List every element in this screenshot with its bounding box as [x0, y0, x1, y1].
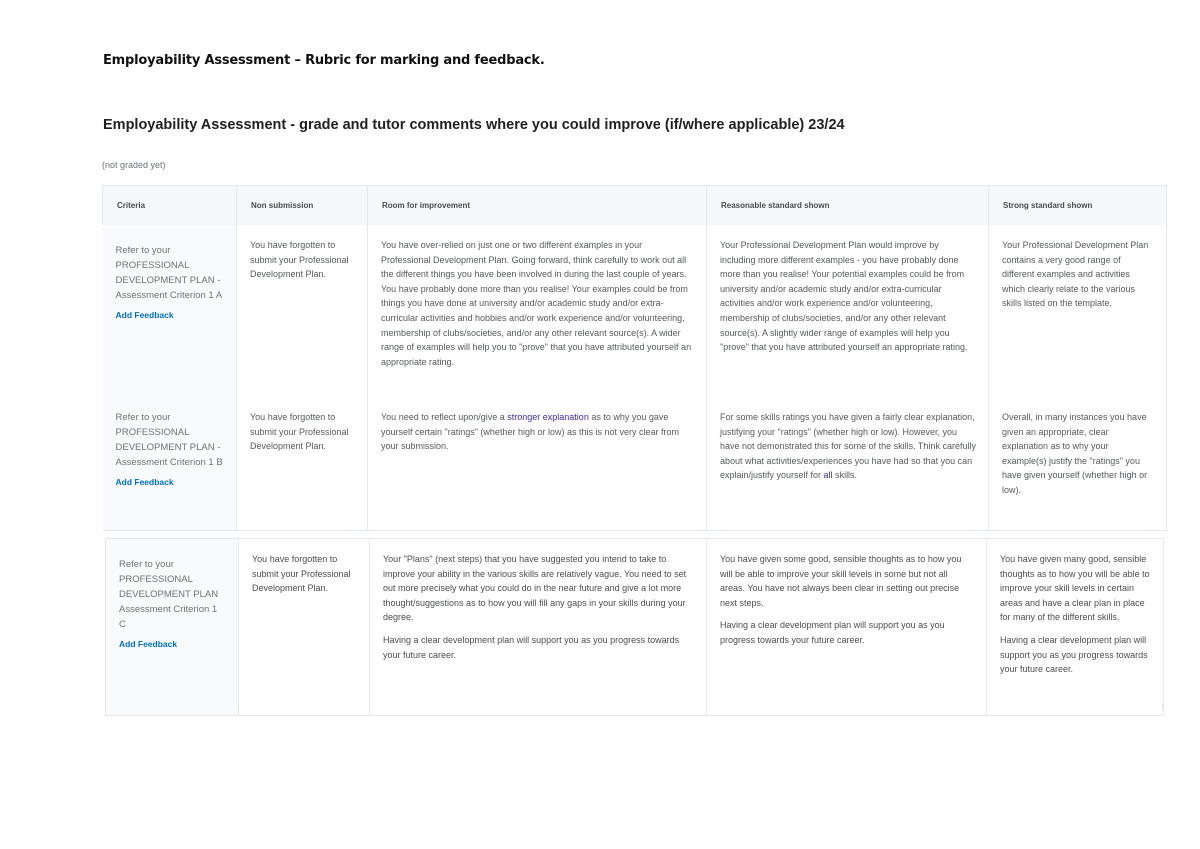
add-feedback-link[interactable]: Add Feedback [115, 310, 174, 320]
header-reasonable-standard: Reasonable standard shown [707, 186, 989, 226]
level-room-for-improvement[interactable] [370, 539, 707, 716]
level-room-for-improvement[interactable] [368, 396, 707, 531]
grade-status: (not graded yet) [102, 160, 166, 170]
rubric-header-row [103, 186, 1167, 226]
add-feedback-link[interactable]: Add Feedback [119, 639, 178, 649]
rubric-table-continued [105, 538, 1164, 716]
reasonable-paragraph-2: Having a clear development plan will support you as you progress towards your future career. [720, 620, 945, 645]
column-divider [369, 704, 370, 710]
criterion-cell [103, 396, 237, 531]
room-paragraph-1: Your "Plans" (next steps) that you have suggested you intend to take to improve your ability in the various skills are relatively vague. You need to set out more precisely what you could do in the near future and give a lot more thought/suggestions as to how you will fill any gaps in your skills during your degree. [383, 554, 687, 623]
reasonable-text-start: For some skills ratings you have given a fairly clear explanation, justifying your "ratings" (whether high or low). However, you have not demonstrated this for some of the skills. Think carefully about what activities/experiences you have had so that you can explain/justify yourself for [720, 412, 976, 481]
room-text-highlight: stronger explanation [507, 412, 589, 422]
room-text-end: as to why you gave yourself certain "ratings" (whether high or low) as this is not very clear from your submission. [381, 412, 680, 452]
criterion-cell [103, 225, 237, 396]
criterion-text: Refer to your PROFESSIONAL DEVELOPMENT PLAN Assessment Criterion 1 C [119, 559, 219, 630]
level-strong-standard[interactable] [987, 539, 1164, 716]
level-reasonable-standard[interactable] [707, 539, 987, 716]
level-non-submission[interactable]: You have forgotten to submit your Professional Development Plan. [237, 396, 368, 531]
assessment-title: Employability Assessment - grade and tutor comments where you could improve (if/where applicable) 23/24 [103, 117, 845, 133]
rubric-row-1c [106, 539, 1164, 716]
column-divider [105, 704, 106, 710]
document-title: Employability Assessment – Rubric for marking and feedback. [103, 53, 545, 68]
table-continuation-strip [105, 704, 1163, 710]
level-non-submission[interactable]: You have forgotten to submit your Professional Development Plan. [237, 225, 368, 396]
room-text-start: You need to reflect upon/give a [381, 412, 508, 422]
level-non-submission[interactable]: You have forgotten to submit your Professional Development Plan. [239, 539, 370, 716]
column-divider [1162, 704, 1163, 710]
rubric-row-1a [103, 225, 1167, 396]
rubric-row-1b [103, 396, 1167, 531]
header-strong-standard: Strong standard shown [989, 186, 1167, 226]
criterion-cell [106, 539, 239, 716]
reasonable-paragraph-1: You have given some good, sensible thoughts as to how you will be able to improve your skill levels in some but not all areas. You have not always been clear in setting out precise next steps. [720, 554, 962, 608]
level-reasonable-standard[interactable]: Your Professional Development Plan would improve by including more different examples - you have probably done more than you realise! Your potential examples could be from university and/or academic study and/or extra-curricular activities and/or work experience and/or volunteering, membership of clubs/societies, and/or any other relevant source(s). A slightly wider range of examples will help you "prove" that you have attributed yourself an appropriate rating. [707, 225, 989, 396]
header-room-for-improvement: Room for improvement [368, 186, 707, 226]
column-divider [706, 704, 707, 710]
criterion-text: Refer to your PROFESSIONAL DEVELOPMENT PLAN - Assessment Criterion 1 A [115, 245, 223, 301]
room-paragraph-2: Having a clear development plan will support you as you progress towards your future career. [383, 634, 680, 660]
strong-paragraph-2: Having a clear development plan will support you as you progress towards your future career. [1000, 634, 1148, 675]
reasonable-text-end: skills. [832, 470, 858, 481]
column-divider [986, 704, 987, 710]
level-strong-standard[interactable]: Overall, in many instances you have given an appropriate, clear explanation as to why your example(s) justify the "ratings" you have given yourself (whether high or low). [989, 396, 1167, 531]
rubric-table [102, 185, 1167, 531]
strong-paragraph-1: You have given many good, sensible thoughts as to how you will be able to improve your skill levels in certain areas and have a clear plan in place for many of the different skills. [1000, 554, 1150, 623]
level-strong-standard[interactable]: Your Professional Development Plan contains a very good range of different examples and activities which clearly relate to the various skills listed on the template. [989, 225, 1167, 396]
level-room-for-improvement[interactable]: You have over-relied on just one or two different examples in your Professional Development Plan. Going forward, think carefully to work out all the different things you have been involved in during the last couple of years. You have probably done more than you realise! Your examples could be from things you have done at university and/or academic study and/or extra-curricular activities and hobbies and/or work experience and/or volunteering, membership of clubs/societies, and/or any other relevant source(s). A wider range of examples will help you to "prove" that you have attributed yourself an appropriate rating. [368, 225, 707, 396]
header-criteria: Criteria [103, 186, 237, 226]
criterion-text: Refer to your PROFESSIONAL DEVELOPMENT PLAN - Assessment Criterion 1 B [115, 412, 223, 468]
add-feedback-link[interactable]: Add Feedback [115, 477, 174, 487]
reasonable-text-highlight: all [823, 470, 833, 481]
level-reasonable-standard[interactable] [707, 396, 989, 531]
header-non-submission: Non submission [237, 186, 368, 226]
column-divider [238, 704, 239, 710]
